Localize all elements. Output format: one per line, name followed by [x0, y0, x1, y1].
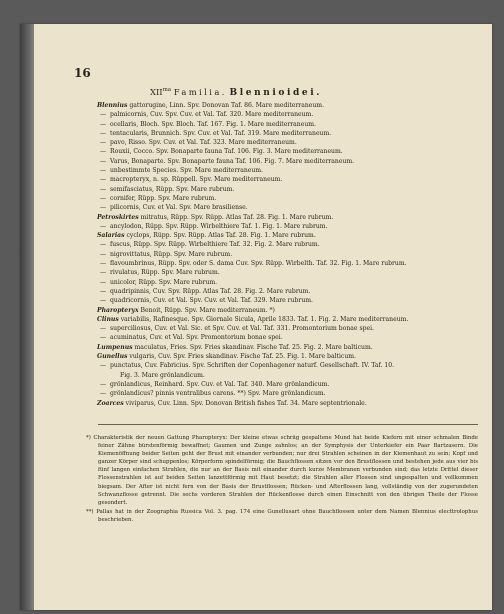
species-entry [100, 240, 478, 249]
species-entry [100, 287, 478, 296]
ditto-dash: — [100, 380, 107, 388]
species-text: viviparus, Cuv. Linn. Spv. Donovan British fishes Taf. 34. Mare septentrionale. [123, 399, 367, 407]
species-entry [100, 194, 478, 203]
species-text: flavoumbrinus, Rüpp. Spv. oder S. dama Cuv. Spv. Rüpp. Wirbelth. Taf. 32. Fig. 1. Mare rubrum. [110, 260, 407, 268]
species-text: punctatus, Cuv. Fabricius. Spv. Schriften der Copenhagener naturf. Gesellschaft. IV. Taf. 10. [110, 362, 395, 370]
footnotes [86, 434, 478, 525]
species-text: pilicornis, Cuv. et Val. Spv. Mare brasiliense. [110, 204, 248, 212]
species-entry [100, 129, 478, 138]
species-entry [100, 110, 478, 119]
species-text: Rouxii, Cocco. Spv. Bonaparte fauna Taf. 106. Fig. 3. Mare mediterraneum. [110, 148, 343, 156]
ditto-dash: — [100, 204, 107, 212]
species-text: rivulatus, Rüpp. Spv. Mare rubrum. [110, 269, 220, 277]
species-entry [97, 101, 478, 110]
species-text: maculatus, Fries. Spv. Fries skandinav. Fische Taf. 25. Fig. 2. Mare balticum. [132, 343, 373, 351]
species-entry [97, 343, 478, 352]
ditto-dash: — [100, 241, 107, 249]
genus-name: Petroskirtes [97, 213, 139, 221]
species-entry [97, 306, 478, 315]
genus-name: Salarias [97, 232, 125, 240]
ditto-dash: — [100, 129, 107, 137]
ditto-dash: — [100, 269, 107, 277]
genus-name: Lumpenus [97, 343, 133, 351]
ditto-dash: — [100, 120, 107, 128]
species-text: Benoit, Rüpp. Spv. Mare mediterraneum. *) [138, 306, 275, 314]
species-entry [100, 380, 478, 389]
species-text: superciliosus, Cuv. et Val. Sic. et Spv. Cuv. et Val. Taf. 331. Promontorium bonae spei. [110, 325, 374, 333]
ditto-dash: — [100, 148, 107, 156]
book-binding-edge [20, 24, 34, 610]
ditto-dash: — [100, 194, 107, 202]
ditto-dash: — [100, 250, 107, 258]
heading-familia: Familia. [173, 87, 227, 97]
ditto-dash: — [100, 157, 107, 165]
footnote: *) Charakteristik der neuen Gattung Pharopteryx: Der kleine etwas schräg gespaltene Mund hat beide Kiefern mit einer schmalen Binde feiner Zähne bürstenförmig bewaffnet; Gaumen und Zunge zahnlos; an der Symphysis der Unterkiefer ein Paar Bartzasern. Die Kiemenöffnung beider Seiten geht der Brust mit einander verbunden; nur drei Strahlen scheinen in der Kiemenhaut zu sein; Kopf und ganzer Körper sind schuppenlos; Körperform spindelförmig; die Bauchflossen sitzen vor den Brustflossen und bestehen jede aus vier bis fünf langen einfachen Strahlen, die nur an der Basis mit einander durch kurze Membranen verbunden sind; das letzte Drittel dieser Flossenstrahlen ist auf beiden Seiten lanzettförmig mit Haut besetzt; die Strahlen aller Flossen sind ungespalten und vollkommen biegsam. Der After ist nicht fern von der Basis der Brustflossen; Rücken- und Afterflossen lang, vollständig von der zugerundeten Schwanzflosse getrennt. Die sechs vorderen Strahlen der Rückenflosse durch einen Einschnitt von den übrigen Theile der Flosse gesondert. [86, 435, 478, 506]
ditto-dash: — [100, 390, 107, 398]
footnote-divider [98, 424, 478, 425]
species-entry [100, 324, 478, 333]
ditto-dash: — [100, 167, 107, 175]
footnote: **) Pallas hat in der Zoographia Russica Vol. 3. pag. 174 eine Gunellusart ohne Bauchflossen unter dem Namen Blennius electtrolophus beschrieben. [86, 508, 478, 523]
species-entry [100, 361, 478, 370]
heading-roman-numeral: XII [150, 87, 163, 97]
ditto-dash: — [100, 111, 107, 119]
ditto-dash: — [100, 185, 107, 193]
species-entry [100, 120, 478, 129]
species-text: vulgaris, Cuv. Spv. Fries skandinav. Fische Taf. 25. Fig. 1. Mare balticum. [127, 353, 356, 361]
species-text: pavo, Risso. Spv. Cuv. et Val. Taf. 323. Mare mediterraneum. [110, 139, 297, 147]
species-text: grönlandicus? pinnis ventralibus carens. **) Spv. Mare grönlandicum. [110, 390, 326, 398]
species-entry [100, 203, 478, 212]
species-text: macropteryx, n. sp. Rüppell. Spv. Mare mediterraneum. [110, 176, 283, 184]
ditto-dash: — [100, 325, 107, 333]
heading-family-name: Blennioidei. [229, 88, 322, 98]
ditto-dash: — [100, 176, 107, 184]
species-entry [100, 147, 478, 156]
species-text: cyclops, Rüpp. Spv. Rüpp. Atlas Taf. 28. Fig. 1. Mare rubrum. [124, 232, 316, 240]
page-number: 16 [74, 66, 91, 80]
species-entry [100, 157, 478, 166]
genus-name: Gunellus [97, 353, 128, 361]
species-text: grönlandicus, Reinhard. Spv. Cuv. et Val. Taf. 340. Mare grönlandicum. [110, 380, 330, 388]
species-text: acuminatus, Cuv. et Val. Spv. Promontorium bonae spei. [110, 334, 283, 342]
species-text: tentacularis, Brunnich. Spv. Cuv. et Val. Taf. 319. Mare mediterraneum. [110, 129, 332, 137]
family-heading [150, 87, 450, 98]
species-entry [100, 296, 478, 305]
species-text: unicolor, Rüpp. Spv. Mare rubrum. [110, 278, 218, 286]
species-entry [97, 231, 478, 240]
species-entry [100, 250, 478, 259]
ditto-dash: — [100, 260, 107, 268]
species-entry [100, 175, 478, 184]
ditto-dash: — [100, 278, 107, 286]
ditto-dash: — [100, 222, 107, 230]
ditto-dash: — [100, 362, 107, 370]
species-text: fuscus, Rüpp. Spv. Rüpp. Wirbelthiere Taf. 32. Fig. 2. Mare rubrum. [110, 241, 320, 249]
ditto-dash: — [100, 297, 107, 305]
genus-name: Pharopteryx [97, 306, 139, 314]
ditto-dash: — [100, 334, 107, 342]
species-text: quadricornis, Cuv. et Val. Spv. Cuv. et Val. Taf. 329. Mare rubrum. [110, 297, 313, 305]
species-text: palmicornis, Cuv. Spv. Cuv. et Val. Taf. 320. Mare mediterraneum. [110, 111, 314, 119]
genus-name: Blennius [97, 102, 128, 109]
species-entry [100, 166, 478, 175]
genus-name: Clinus [97, 315, 119, 323]
species-entry [97, 352, 478, 361]
species-entry [97, 315, 478, 324]
species-text: quadripinnis, Cuv. Spv. Rüpp. Atlas Taf. 28. Fig. 2. Mare rubrum. [110, 287, 311, 295]
species-entry [100, 278, 478, 287]
species-entry [100, 371, 478, 380]
genus-name: Zoarces [97, 399, 124, 407]
species-entry [100, 333, 478, 342]
heading-ordinal-suffix: ma [162, 87, 172, 94]
species-entry [100, 268, 478, 277]
species-text: Fig. 3. Mare grönlandicum. [120, 371, 205, 379]
species-list [97, 101, 478, 408]
species-entry [100, 259, 478, 268]
species-entry [100, 222, 478, 231]
species-text: variabilis, Rafinesque. Spv. Giornale Sicula, Aprile 1833. Taf. 1. Fig. 2. Mare mediterraneum. [118, 315, 409, 323]
species-text: ocellaris, Bloch. Spv. Bloch. Taf. 167. Fig. 1. Mare mediterraneum. [110, 120, 316, 128]
species-text: nigrovittatus, Rüpp. Spv. Mare rubrum. [110, 250, 233, 258]
species-entry [100, 185, 478, 194]
ditto-dash: — [100, 287, 107, 295]
species-entry [100, 389, 478, 398]
species-entry [97, 399, 478, 408]
species-text: mitratus, Rüpp. Spv. Rüpp. Atlas Taf. 28. Fig. 1. Mare rubrum. [138, 213, 334, 221]
species-entry [100, 138, 478, 147]
species-text: Varus, Bonaparte. Spv. Bonaparte fauna Taf. 106. Fig. 7. Mare mediterraneum. [110, 157, 355, 165]
species-entry [97, 213, 478, 222]
species-text: gattorugine, Linn. Spv. Donovan Taf. 86. Mare mediterraneum. [127, 102, 325, 109]
ditto-dash: — [100, 139, 107, 147]
species-text: semifasciatus, Rüpp. Spv. Mare rubrum. [110, 185, 235, 193]
species-text: cornifer, Rüpp. Spv. Mare rubrum. [110, 194, 217, 202]
species-text: ancylodon, Rüpp. Spv. Rüpp. Wirbelthiere Taf. 1. Fig. 1. Mare rubrum. [110, 222, 328, 230]
species-text: unbestimmte Species. Spv. Mare mediterraneum. [110, 167, 263, 175]
